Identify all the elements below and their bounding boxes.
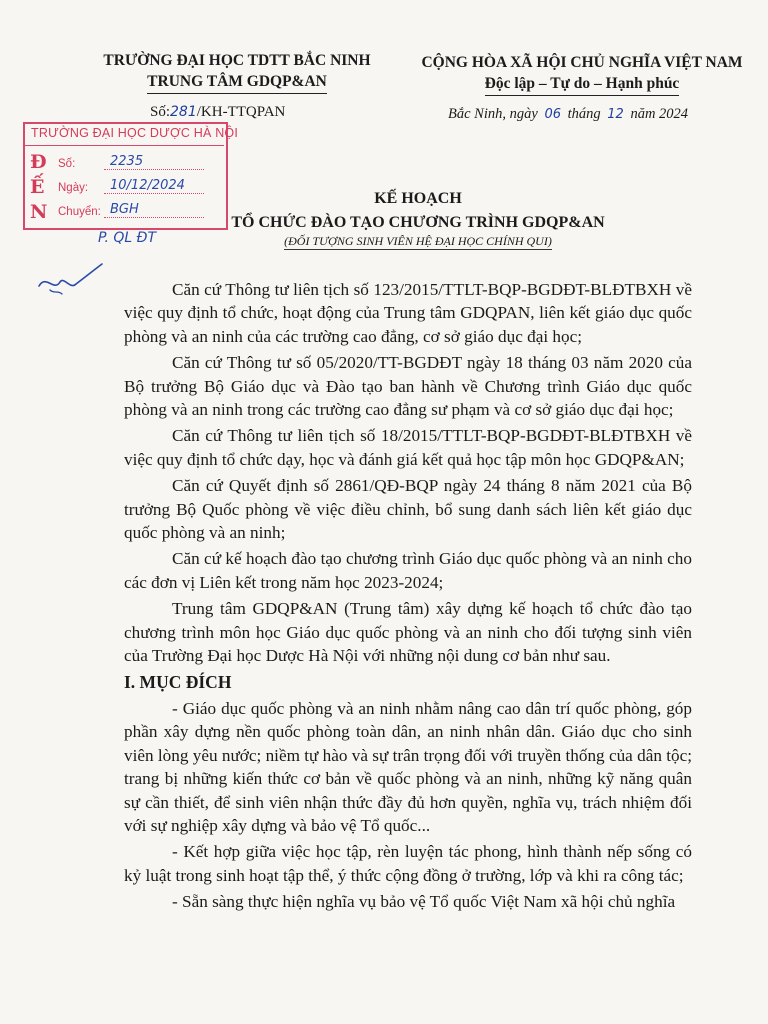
stamp-dots	[104, 169, 204, 170]
legal-basis-paragraph: Căn cứ Thông tư liên tịch số 123/2015/TTLT-BQP-BGDĐT-BLĐTBXH về việc quy định tổ chức, hoạt động của Trung tâm GDQPAN, liên kết giáo dục quốc phòng và an ninh của các trường cao đẳng, cơ sở giáo dục đại học;	[124, 280, 692, 346]
motto: Độc lập – Tự do – Hạnh phúc	[485, 73, 680, 96]
purpose-item: - Kết hợp giữa việc học tập, rèn luyện tác phong, hình thành nếp sống có kỷ luật trong sinh hoạt tập thể, ý thức cộng đồng ở trường, lớp và khi ra công tác;	[124, 842, 692, 885]
stamp-letter-2: Ế	[30, 176, 45, 198]
section-heading: I. MỤC ĐÍCH	[124, 671, 232, 692]
document-number	[150, 104, 285, 121]
stamp-value-forward: BGH	[110, 202, 139, 217]
handwritten-scribble-icon	[36, 260, 106, 304]
place-prefix: Bắc Ninh, ngày	[448, 106, 538, 122]
stamp-value-date: 10/12/2024	[110, 178, 185, 193]
agency-parent: TRƯỜNG ĐẠI HỌC TDTT BẮC NINH	[103, 52, 371, 69]
stamp-title: TRƯỜNG ĐẠI HỌC DƯỢC HÀ NỘI	[31, 126, 239, 140]
plan-target-text: (ĐỐI TƯỢNG SINH VIÊN HỆ ĐẠI HỌC CHÍNH QUI)	[284, 234, 552, 248]
document-body	[124, 278, 692, 917]
purpose-item: - Sẵn sàng thực hiện nghĩa vụ bảo vệ Tổ quốc Việt Nam xã hội chủ nghĩa	[172, 892, 676, 912]
year-text: năm 2024	[630, 106, 689, 122]
month-handwritten: 12	[607, 107, 624, 122]
stamp-letter-1: Đ	[30, 151, 47, 173]
issuing-agency	[96, 50, 378, 94]
plan-target	[0, 234, 768, 250]
stamp-handwritten-recipient: P. QL ĐT	[98, 230, 157, 246]
stamp-value-number: 2235	[110, 154, 144, 169]
doc-number-suffix: /KH-TTQPAN	[196, 104, 286, 120]
stamp-letter-3: N	[30, 201, 48, 223]
agency-unit: TRUNG TÂM GDQP&AN	[147, 71, 327, 94]
doc-number-handwritten: 281	[170, 104, 197, 120]
place-date	[448, 106, 688, 123]
national-motto	[402, 52, 762, 96]
intro-paragraph: Trung tâm GDQP&AN (Trung tâm) xây dựng kế hoạch tổ chức đào tạo chương trình môn học Giáo dục quốc phòng và an ninh cho đối tượng sinh viên của Trường Đại học Dược Hà Nội với những nội dung cơ bản như sau.	[124, 599, 692, 666]
stamp-row-number	[58, 154, 144, 170]
month-label: tháng	[567, 106, 601, 122]
stamp-label-number: Số:	[58, 158, 76, 170]
legal-basis-paragraph: Căn cứ Quyết định số 2861/QĐ-BQP ngày 24 tháng 8 năm 2021 của Bộ trưởng Bộ Quốc phòng về việc điều chỉnh, bổ sung danh sách liên kết giáo dục quốc phòng và an ninh;	[124, 476, 692, 543]
purpose-item: - Giáo dục quốc phòng và an ninh nhằm nâng cao dân trí quốc phòng, góp phần xây dựng nền quốc phòng toàn dân, an ninh nhân dân. Giáo dục cho sinh viên lòng yêu nước; niềm tự hào và sự trân trọng đối với truyền thống của dân tộc; trang bị những kiến thức cơ bản về quốc phòng và an ninh, những kỹ năng quân sự cần thiết, để sinh viên nhận thức đầy đủ hơn quyền, nghĩa vụ, trách nhiệm đối với sự nghiệp xây dựng và bảo vệ Tổ quốc...	[124, 698, 692, 835]
stamp-divider	[23, 145, 224, 146]
country-name: CỘNG HÒA XÃ HỘI CHỦ NGHĨA VIỆT NAM	[421, 54, 743, 71]
plan-subtitle: TỔ CHỨC ĐÀO TẠO CHƯƠNG TRÌNH GDQP&AN	[231, 214, 605, 231]
stamp-label-forward: Chuyển:	[58, 206, 101, 218]
doc-number-prefix: Số:	[150, 104, 171, 120]
legal-basis-paragraph: Căn cứ kế hoạch đào tạo chương trình Giáo dục quốc phòng và an ninh cho các đơn vị Liên kết trong năm học 2023-2024;	[124, 549, 692, 592]
legal-basis-paragraph: Căn cứ Thông tư liên tịch số 18/2015/TTLT-BQP-BGDĐT-BLĐTBXH về việc quy định tổ chức dạy, học và đánh giá kết quả học tập môn học GDQP&AN;	[124, 426, 692, 469]
stamp-label-date: Ngày:	[58, 182, 89, 194]
day-handwritten: 06	[544, 107, 561, 122]
legal-basis-paragraph: Căn cứ Thông tư số 05/2020/TT-BGDĐT ngày 18 tháng 03 năm 2020 của Bộ trưởng Bộ Giáo dục và Đào tạo ban hành về Chương trình Giáo dục quốc phòng và an ninh trong các trường cao đẳng sư phạm và cơ sở giáo dục đại học;	[124, 353, 692, 420]
plan-title: KẾ HOẠCH	[374, 190, 462, 207]
